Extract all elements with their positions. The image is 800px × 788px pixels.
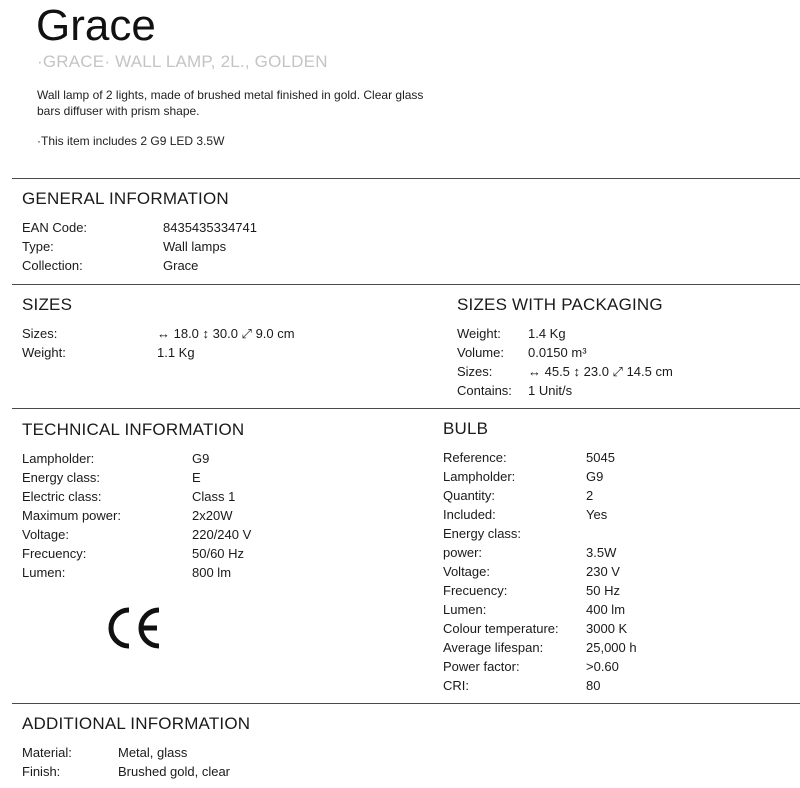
additional-information-list xyxy=(22,743,250,781)
spec-value: 800 lm xyxy=(192,565,232,580)
product-description: Wall lamp of 2 lights, made of brushed metal finished in gold. Clear glass bars diffuser with prism shape. xyxy=(37,88,424,118)
spec-value: 3000 K xyxy=(586,621,628,636)
spec-label: Type: xyxy=(22,239,54,254)
spec-label: Lumen: xyxy=(443,602,487,617)
spec-value: Yes xyxy=(586,507,608,522)
technical-information-section xyxy=(22,419,251,582)
spec-row xyxy=(443,657,637,676)
spec-row xyxy=(443,600,637,619)
spec-value: 50/60 Hz xyxy=(192,546,245,561)
spec-row xyxy=(22,762,250,781)
spec-row xyxy=(22,449,251,468)
divider xyxy=(12,178,800,179)
spec-label: Colour temperature: xyxy=(443,621,559,636)
divider xyxy=(12,703,800,704)
spec-label: Contains: xyxy=(457,383,512,398)
bulb-list xyxy=(443,448,637,695)
spec-label: Energy class: xyxy=(22,470,101,485)
spec-label: Sizes: xyxy=(457,364,493,379)
section-heading: SIZES xyxy=(22,295,73,314)
spec-value: 80 xyxy=(586,678,601,693)
spec-row xyxy=(443,448,637,467)
product-title: Grace xyxy=(36,1,156,50)
spec-row xyxy=(443,676,637,695)
spec-row xyxy=(443,486,637,505)
spec-label: Energy class: xyxy=(443,526,522,541)
spec-value: >0.60 xyxy=(586,659,619,674)
spec-label: Frecuency: xyxy=(443,583,508,598)
spec-row xyxy=(443,581,637,600)
spec-label: Volume: xyxy=(457,345,504,360)
spec-value: 2x20W xyxy=(192,508,233,523)
section-heading: SIZES WITH PACKAGING xyxy=(457,295,663,314)
spec-value: Brushed gold, clear xyxy=(118,764,231,779)
spec-row xyxy=(22,237,257,256)
packaging-section xyxy=(457,294,673,400)
spec-value: 220/240 V xyxy=(192,527,252,542)
bulb-section xyxy=(443,418,637,695)
spec-value: Metal, glass xyxy=(118,745,188,760)
spec-row xyxy=(22,256,257,275)
spec-row xyxy=(443,543,637,562)
spec-row xyxy=(457,381,673,400)
sizes-section xyxy=(22,294,295,362)
product-subtitle: ·GRACE· WALL LAMP, 2L., GOLDEN xyxy=(37,52,328,71)
ce-mark-icon xyxy=(105,605,163,651)
spec-value: 2 xyxy=(586,488,594,503)
spec-row xyxy=(22,468,251,487)
spec-label: Included: xyxy=(443,507,496,522)
section-heading: GENERAL INFORMATION xyxy=(22,189,229,208)
spec-label: Electric class: xyxy=(22,489,102,504)
spec-value: 5045 xyxy=(586,450,615,465)
spec-label: Finish: xyxy=(22,764,61,779)
spec-label: Power factor: xyxy=(443,659,520,674)
spec-value: 3.5W xyxy=(586,545,617,560)
spec-value: 1.4 Kg xyxy=(528,326,566,341)
spec-value: 1 Unit/s xyxy=(528,383,573,398)
spec-label: Average lifespan: xyxy=(443,640,544,655)
spec-label: Maximum power: xyxy=(22,508,121,523)
spec-row xyxy=(22,544,251,563)
sizes-list xyxy=(22,324,295,362)
divider xyxy=(12,284,800,285)
general-information-section xyxy=(22,188,257,275)
spec-value: ↔ 45.5 ↕ 23.0 ⤢ 14.5 cm xyxy=(528,364,673,379)
spec-row xyxy=(457,343,673,362)
spec-value: 25,000 h xyxy=(586,640,637,655)
spec-label: Voltage: xyxy=(443,564,490,579)
spec-value: 230 V xyxy=(586,564,620,579)
spec-label: Voltage: xyxy=(22,527,69,542)
spec-value: Wall lamps xyxy=(163,239,227,254)
packaging-list xyxy=(457,324,673,400)
spec-label: EAN Code: xyxy=(22,220,88,235)
spec-row xyxy=(457,362,673,381)
spec-value: 8435435334741 xyxy=(163,220,257,235)
spec-label: Reference: xyxy=(443,450,507,465)
spec-row xyxy=(22,218,257,237)
spec-label: Lumen: xyxy=(22,565,66,580)
spec-row xyxy=(22,563,251,582)
technical-information-list xyxy=(22,449,251,582)
spec-value: 1.1 Kg xyxy=(157,345,195,360)
spec-label: CRI: xyxy=(443,678,469,693)
spec-label: Lampholder: xyxy=(443,469,516,484)
spec-value: E xyxy=(192,470,201,485)
spec-row xyxy=(22,343,295,362)
spec-label: Quantity: xyxy=(443,488,496,503)
spec-value: G9 xyxy=(586,469,604,484)
spec-label: Frecuency: xyxy=(22,546,87,561)
spec-row xyxy=(457,324,673,343)
spec-row xyxy=(22,324,295,343)
section-heading: ADDITIONAL INFORMATION xyxy=(22,714,251,733)
spec-row xyxy=(443,467,637,486)
divider xyxy=(12,408,800,409)
spec-label: Sizes: xyxy=(22,326,58,341)
spec-label: power: xyxy=(443,545,483,560)
spec-row xyxy=(443,505,637,524)
section-heading: TECHNICAL INFORMATION xyxy=(22,420,245,439)
spec-label: Lampholder: xyxy=(22,451,95,466)
spec-row xyxy=(22,743,250,762)
spec-row xyxy=(443,524,637,543)
spec-row xyxy=(22,506,251,525)
section-heading: BULB xyxy=(443,419,489,438)
spec-label: Weight: xyxy=(22,345,66,360)
spec-value: Grace xyxy=(163,258,199,273)
spec-row xyxy=(443,638,637,657)
spec-row xyxy=(443,562,637,581)
spec-value: Class 1 xyxy=(192,489,236,504)
spec-value: 50 Hz xyxy=(586,583,620,598)
additional-information-section xyxy=(22,713,250,781)
spec-value: 0.0150 m³ xyxy=(528,345,587,360)
spec-label: Material: xyxy=(22,745,72,760)
spec-label: Collection: xyxy=(22,258,83,273)
general-information-list xyxy=(22,218,257,275)
spec-value: ↔ 18.0 ↕ 30.0 ⤢ 9.0 cm xyxy=(157,326,295,341)
spec-row xyxy=(22,525,251,544)
spec-value: 400 lm xyxy=(586,602,626,617)
spec-value: G9 xyxy=(192,451,210,466)
product-includes-note: ·This item includes 2 G9 LED 3.5W xyxy=(37,134,225,148)
spec-label: Weight: xyxy=(457,326,501,341)
spec-row xyxy=(22,487,251,506)
spec-row xyxy=(443,619,637,638)
